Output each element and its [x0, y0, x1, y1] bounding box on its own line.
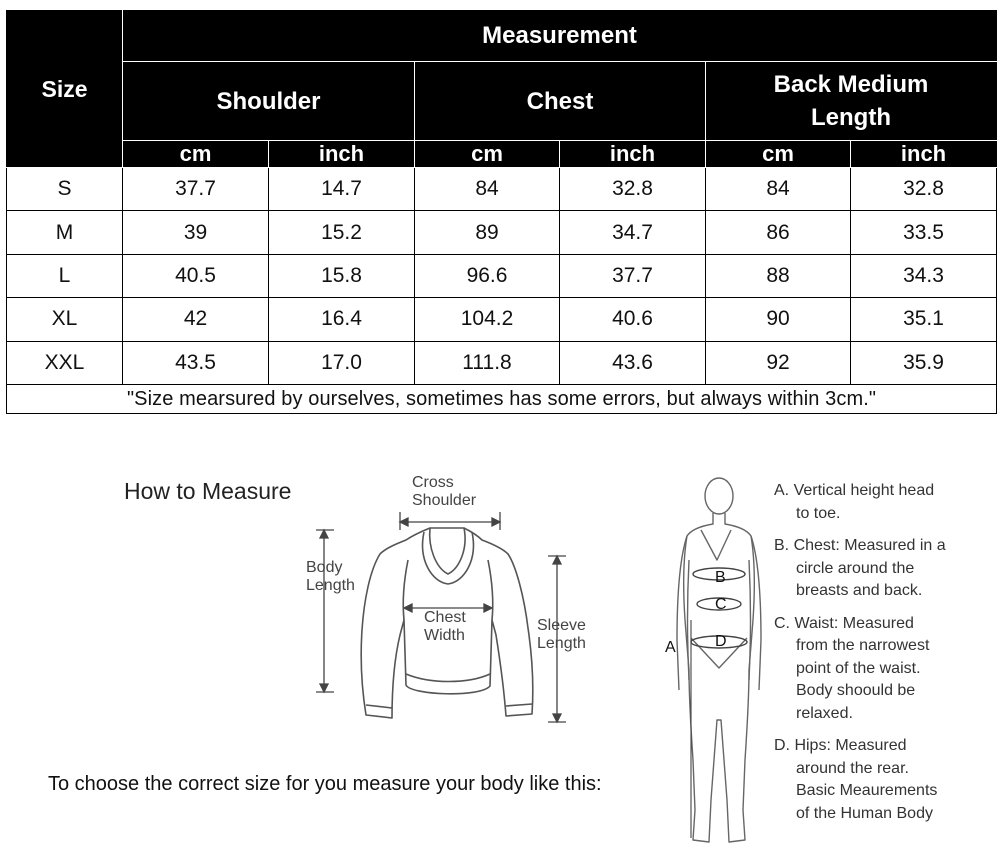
measurement-cell: 14.7 — [269, 168, 415, 211]
measurement-cell: 37.7 — [123, 168, 269, 211]
legend-item-line: relaxed. — [796, 704, 853, 722]
legend-item-heading: B. Chest: Measured in a — [774, 537, 946, 554]
measurement-cell: 96.6 — [415, 254, 560, 297]
legend-item-line: of the Human Body — [796, 804, 933, 822]
table-row — [7, 341, 997, 384]
legend-item-line: breasts and back. — [796, 582, 923, 599]
measurement-cell: 39 — [123, 211, 269, 254]
sleeve-length-label-1: Sleeve — [537, 617, 586, 634]
legend-item-line: Body shoould be — [796, 682, 916, 699]
measurement-cell: 40.6 — [560, 298, 706, 341]
choose-size-instruction: To choose the correct size for you measure your body like this: — [48, 773, 602, 795]
measurement-cell: 32.8 — [560, 168, 706, 211]
size-chart-table — [6, 10, 997, 414]
back-length-header: Back Medium Length — [706, 62, 997, 141]
size-cell: XXL — [7, 341, 123, 384]
measurement-cell: 111.8 — [415, 341, 560, 384]
sweater-diagram — [300, 470, 600, 740]
legend-item-line: Basic Meaurements — [796, 782, 938, 799]
size-cell: XL — [7, 298, 123, 341]
measurement-cell: 33.5 — [851, 211, 997, 254]
chest-header: Chest — [415, 62, 706, 141]
how-to-measure-title: How to Measure — [124, 478, 292, 504]
marker-c: C — [715, 596, 727, 613]
legend-item — [774, 480, 996, 525]
marker-b: B — [715, 569, 726, 586]
sleeve-length-label-2: Length — [537, 635, 586, 652]
measurement-cell: 43.6 — [560, 341, 706, 384]
measurement-cell: 90 — [706, 298, 851, 341]
legend-item-line: around the rear. — [796, 759, 909, 777]
table-row — [7, 298, 997, 341]
chest-width-label-2: Width — [424, 627, 465, 644]
body-length-label-2: Length — [306, 577, 355, 594]
size-cell: L — [7, 254, 123, 297]
shoulder-header: Shoulder — [123, 62, 415, 141]
legend-item — [774, 613, 996, 726]
legend-item — [774, 535, 996, 603]
marker-a: A — [665, 639, 676, 656]
measurement-cell: 43.5 — [123, 341, 269, 384]
body-head — [705, 478, 733, 514]
legend-item-line: point of the waist. — [796, 659, 921, 677]
measurement-cell: 84 — [415, 168, 560, 211]
measurement-cell: 34.3 — [851, 254, 997, 297]
legend-item-heading: A. Vertical height head — [774, 482, 935, 499]
measurement-header: Measurement — [123, 11, 997, 62]
measurement-legend — [774, 480, 996, 835]
size-cell: M — [7, 211, 123, 254]
measurement-cell: 35.9 — [851, 341, 997, 384]
legend-item-heading: D. Hips: Measured — [774, 737, 907, 754]
unit-header: cm — [123, 141, 269, 168]
unit-header: inch — [269, 141, 415, 168]
table-row — [7, 168, 997, 211]
body-diagram — [655, 470, 770, 864]
measurement-cell: 84 — [706, 168, 851, 211]
legend-item — [774, 735, 996, 825]
size-cell: S — [7, 168, 123, 211]
measurement-cell: 92 — [706, 341, 851, 384]
measurement-cell: 88 — [706, 254, 851, 297]
legend-item-heading: C. Waist: Measured — [774, 614, 914, 632]
table-row — [7, 254, 997, 297]
measurement-cell: 86 — [706, 211, 851, 254]
measurement-cell: 104.2 — [415, 298, 560, 341]
size-note: "Size mearsured by ourselves, sometimes has some errors, but always within 3cm." — [7, 385, 997, 414]
cross-shoulder-label-2: Shoulder — [412, 492, 477, 509]
legend-item-line: from the narrowest — [796, 637, 930, 654]
measurement-cell: 34.7 — [560, 211, 706, 254]
measurement-cell: 35.1 — [851, 298, 997, 341]
body-outline — [684, 513, 755, 842]
measurement-cell: 15.2 — [269, 211, 415, 254]
unit-header: cm — [415, 141, 560, 168]
measurement-cell: 16.4 — [269, 298, 415, 341]
measurement-cell: 15.8 — [269, 254, 415, 297]
unit-header: inch — [851, 141, 997, 168]
measurement-cell: 89 — [415, 211, 560, 254]
marker-d: D — [715, 633, 727, 650]
size-header: Size — [7, 11, 123, 168]
measurement-cell: 42 — [123, 298, 269, 341]
table-row — [7, 211, 997, 254]
chest-width-label-1: Chest — [424, 609, 466, 626]
sweater-collar — [430, 528, 465, 574]
unit-header: inch — [560, 141, 706, 168]
measurement-cell: 37.7 — [560, 254, 706, 297]
unit-header: cm — [706, 141, 851, 168]
body-length-label-1: Body — [306, 559, 343, 576]
legend-item-line: to toe. — [796, 504, 841, 522]
legend-item-line: circle around the — [796, 559, 915, 577]
measurement-cell: 17.0 — [269, 341, 415, 384]
measurement-cell: 32.8 — [851, 168, 997, 211]
cross-shoulder-label-1: Cross — [412, 474, 454, 491]
measurement-cell: 40.5 — [123, 254, 269, 297]
